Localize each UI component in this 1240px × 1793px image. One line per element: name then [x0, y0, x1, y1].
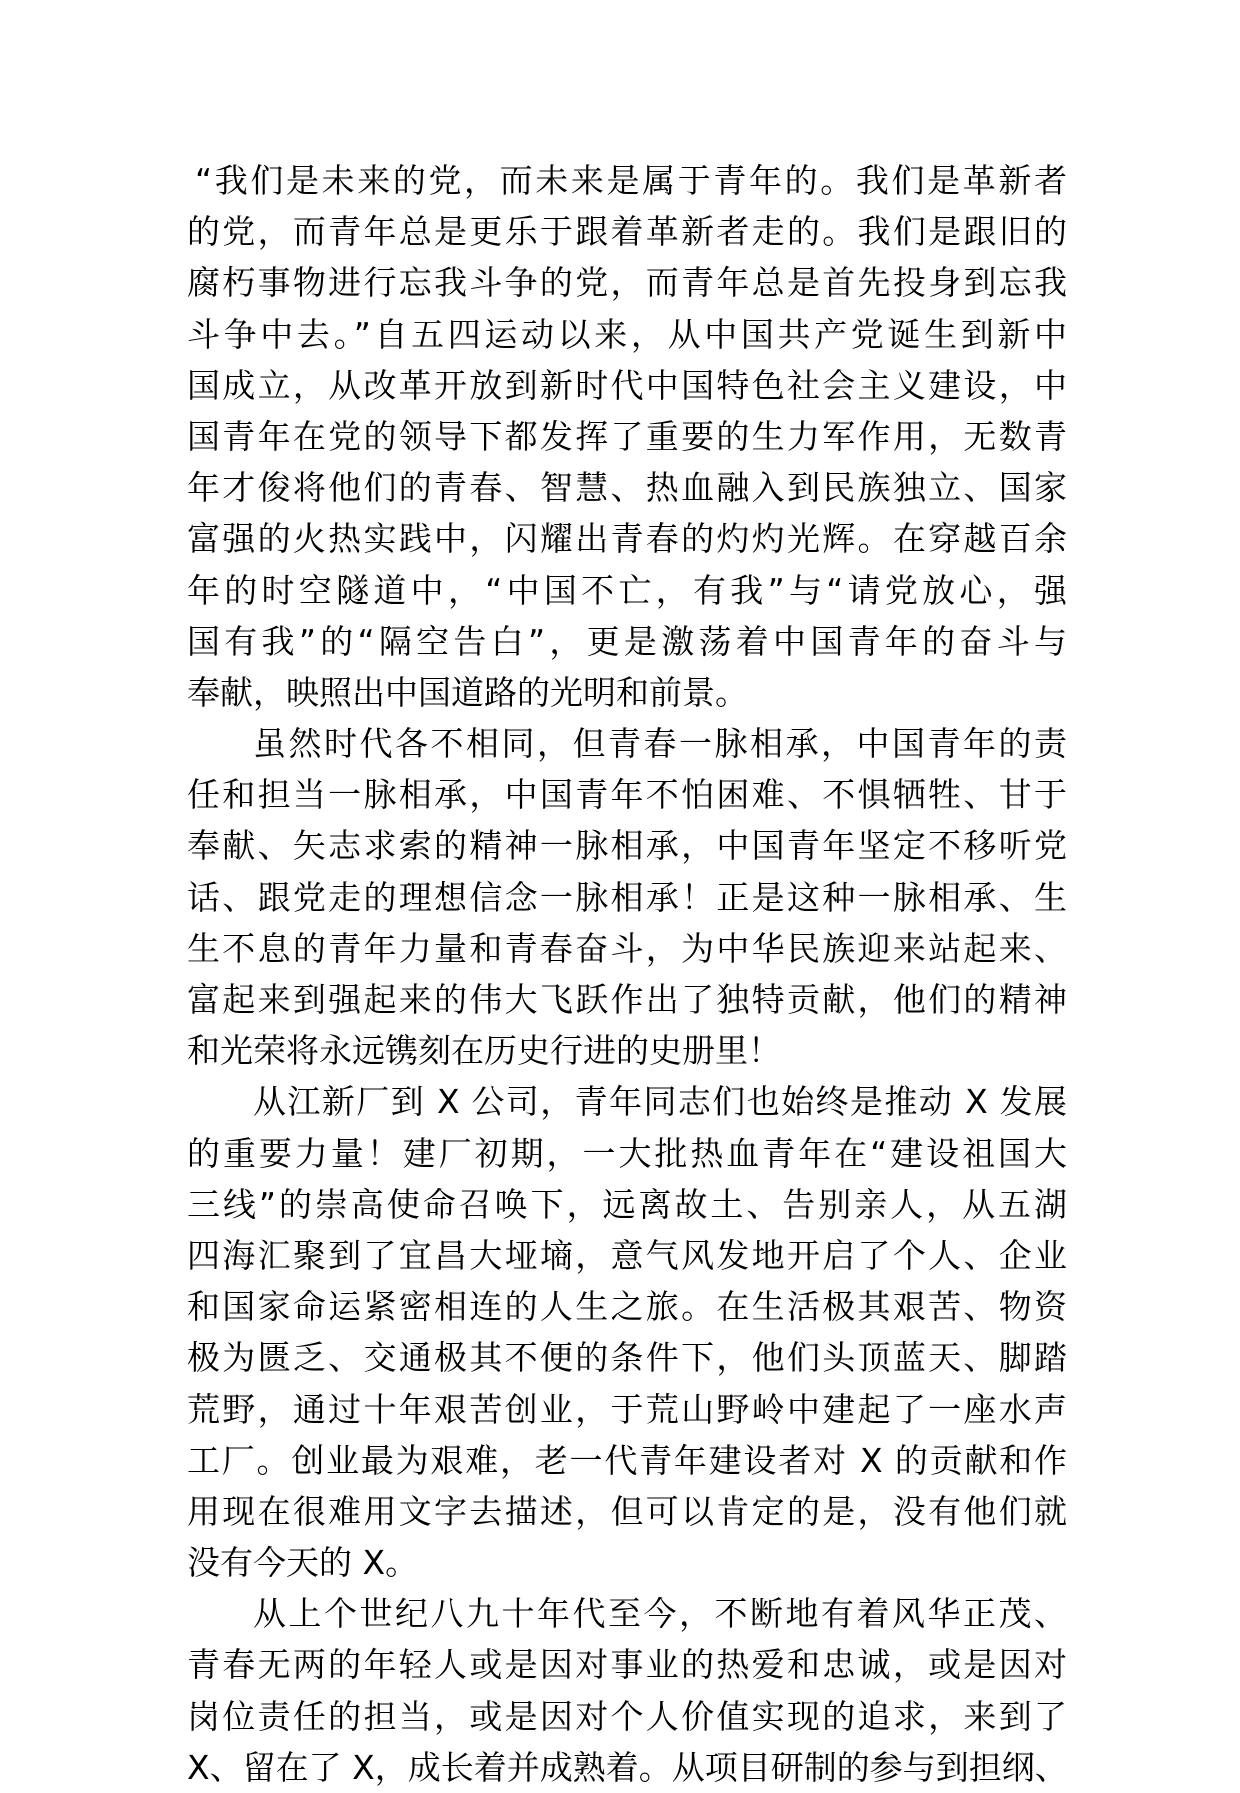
text-line: 岗位责任的担当，或是因对个人价值实现的追求，来到了 [187, 1696, 1067, 1736]
text-line: 荒野，通过十年艰苦创业，于荒山野岭中建起了一座水声 [187, 1389, 1067, 1429]
text-line: 四海汇聚到了宜昌大垭墒，意气风发地开启了个人、企业 [187, 1235, 1067, 1275]
text-line: 年才俊将他们的青春、智慧、热血融入到民族独立、国家 [187, 468, 1067, 508]
text-line: 虽然时代各不相同，但青春一脉相承，中国青年的责 [253, 724, 1067, 764]
text-line: 用现在很难用文字去描述，但可以肯定的是，没有他们就 [187, 1491, 1067, 1531]
text-line: 生不息的青年力量和青春奋斗，为中华民族迎来站起来、 [187, 928, 1067, 968]
text-line: 工厂。创业最为艰难，老一代青年建设者对 X 的贡献和作 [187, 1440, 1067, 1480]
text-line: 任和担当一脉相承，中国青年不怕困难、不惧牺牲、甘于 [187, 775, 1067, 815]
body-text [187, 155, 1067, 1793]
text-line: 国成立，从改革开放到新时代中国特色社会主义建设，中 [187, 365, 1067, 405]
text-line: 年的时空隧道中，“中国不亡，有我”与“请党放心，强 [187, 570, 1067, 610]
text-line: 的重要力量！建厂初期，一大批热血青年在“建设祖国大 [187, 1133, 1067, 1173]
text-line: 国有我”的“隔空告白”，更是激荡着中国青年的奋斗与 [187, 621, 1067, 661]
text-line: 从江新厂到 X 公司，青年同志们也始终是推动 X 发展 [253, 1082, 1067, 1122]
text-line: 话、跟党走的理想信念一脉相承！正是这种一脉相承、生 [187, 877, 1067, 917]
text-line: 和光荣将永远镌刻在历史行进的史册里！ [187, 1031, 781, 1071]
text-line: 国青年在党的领导下都发挥了重要的生力军作用，无数青 [187, 416, 1067, 456]
text-line: 从上个世纪八九十年代至今，不断地有着风华正茂、 [253, 1594, 1067, 1634]
text-line: 的党，而青年总是更乐于跟着革新者走的。我们是跟旧的 [187, 212, 1067, 252]
text-line: 富强的火热实践中，闪耀出青春的灼灼光辉。在穿越百余 [187, 519, 1067, 559]
text-line: 腐朽事物进行忘我斗争的党，而青年总是首先投身到忘我 [187, 263, 1067, 303]
text-line: 奉献、矢志求索的精神一脉相承，中国青年坚定不移听党 [187, 826, 1067, 866]
text-line: 没有今天的 X。 [187, 1543, 419, 1583]
text-line: 青春无两的年轻人或是因对事业的热爱和忠诚，或是因对 [187, 1645, 1067, 1685]
text-line: “我们是未来的党，而未来是属于青年的。我们是革新者 [195, 161, 1067, 200]
text-line: 极为匮乏、交通极其不便的条件下，他们头顶蓝天、脚踏 [187, 1338, 1067, 1378]
text-line: 奉献，映照出中国道路的光明和前景。 [187, 672, 748, 712]
text-line: 和国家命运紧密相连的人生之旅。在生活极其艰苦、物资 [187, 1287, 1067, 1327]
text-line: X、留在了 X，成长着并成熟着。从项目研制的参与到担纲、 [187, 1747, 1068, 1787]
text-line: 斗争中去。”自五四运动以来，从中国共产党诞生到新中 [187, 314, 1067, 354]
text-line: 富起来到强起来的伟大飞跃作出了独特贡献，他们的精神 [187, 980, 1067, 1019]
text-line: 三线”的崇高使命召唤下，远离故土、告别亲人，从五湖 [187, 1184, 1067, 1224]
